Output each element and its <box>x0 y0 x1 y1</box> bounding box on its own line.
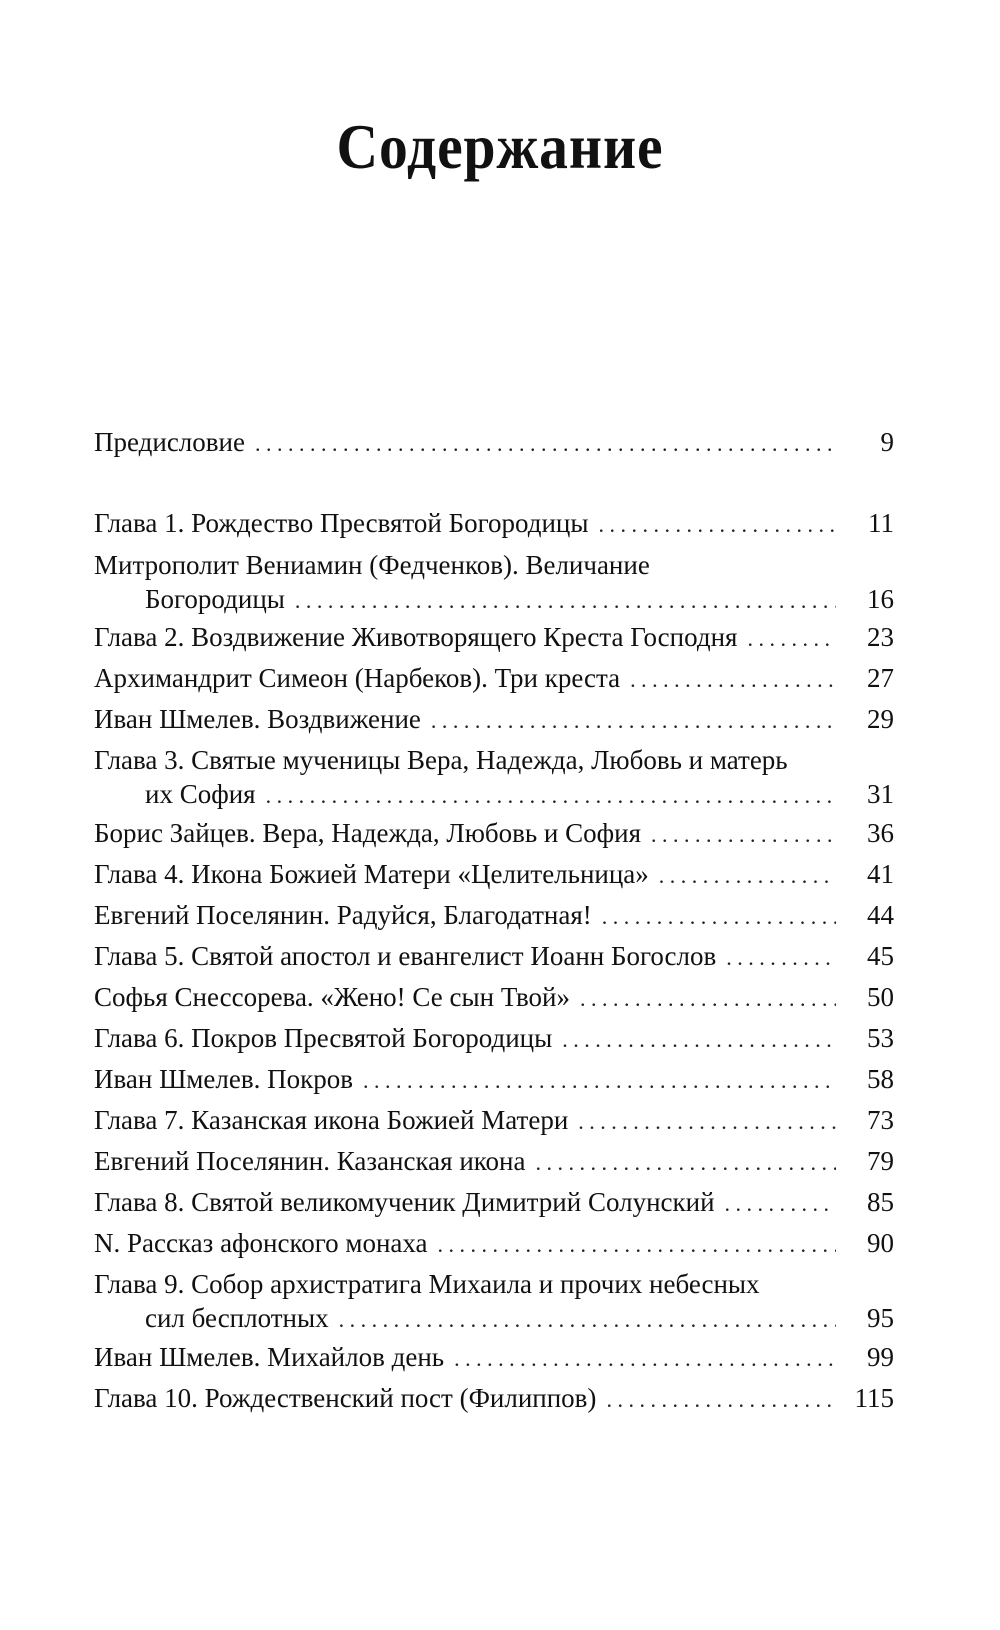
toc-entry-line <box>94 743 894 777</box>
toc-page-number: 99 <box>867 1342 894 1372</box>
toc-entry-title: Предисловие <box>94 427 245 457</box>
toc-page-number: 41 <box>867 859 894 889</box>
toc-page-number: 23 <box>867 622 894 652</box>
toc-entry <box>94 548 894 616</box>
toc-entry-line <box>94 1062 894 1096</box>
dot-leader <box>339 1303 836 1337</box>
dot-leader <box>659 859 836 893</box>
toc-page-number: 79 <box>867 1146 894 1176</box>
toc-entry-line <box>94 1381 894 1415</box>
dot-leader <box>747 622 836 656</box>
toc-page-number: 73 <box>867 1105 894 1135</box>
toc-entry-line <box>94 425 894 459</box>
toc-entry-title: Борис Зайцев. Вера, Надежда, Любовь и София <box>94 818 641 848</box>
toc-page-number: 53 <box>867 1023 894 1053</box>
toc-entry <box>94 1062 894 1096</box>
toc-entry-title: Евгений Поселянин. Казанская икона <box>94 1146 526 1176</box>
toc-page-number: 11 <box>868 508 894 538</box>
toc-page-number: 36 <box>867 818 894 848</box>
toc-entry <box>94 898 894 932</box>
toc-entry-line <box>94 1103 894 1137</box>
toc-entry <box>94 425 894 459</box>
dot-leader <box>580 982 836 1016</box>
toc-page-number: 58 <box>867 1064 894 1094</box>
toc-entry-line <box>94 702 894 736</box>
toc-entry <box>94 1267 894 1335</box>
toc-entry <box>94 980 894 1014</box>
toc-entry-title: Иван Шмелев. Покров <box>94 1064 353 1094</box>
toc-entry <box>94 620 894 654</box>
toc-entry-title: Глава 3. Святые мученицы Вера, Надежда, Любовь и матерь <box>94 745 788 775</box>
toc-entry-title: Софья Снессорева. «Жено! Се сын Твой» <box>94 982 570 1012</box>
toc-entry-title: Богородицы <box>145 584 285 614</box>
toc-entry-title: Митрополит Вениамин (Федченков). Величание <box>94 550 650 580</box>
toc-entry-line <box>94 1021 894 1055</box>
toc-page-number: 50 <box>867 982 894 1012</box>
toc-entry-title: их София <box>145 779 256 809</box>
toc-page-number: 44 <box>867 900 894 930</box>
toc-page-number: 29 <box>867 704 894 734</box>
toc-entry <box>94 1381 894 1415</box>
toc-entry-line <box>94 857 894 891</box>
toc-entry <box>94 939 894 973</box>
dot-leader <box>602 900 836 934</box>
dot-leader <box>454 1342 836 1376</box>
toc-entry <box>94 1103 894 1137</box>
toc-entry-title: Глава 6. Покров Пресвятой Богородицы <box>94 1023 553 1053</box>
toc-entry-title: Глава 2. Воздвижение Животворящего Креста Господня <box>94 622 738 652</box>
dot-leader <box>598 508 836 542</box>
toc-entry-title: Глава 5. Святой апостол и евангелист Иоанн Богослов <box>94 941 717 971</box>
toc-entry <box>94 1021 894 1055</box>
dot-leader <box>725 1187 836 1221</box>
toc-entry-line <box>94 548 894 582</box>
toc-entry <box>94 743 894 811</box>
toc-entry-title: N. Рассказ афонского монаха <box>94 1228 428 1258</box>
toc-entry <box>94 1226 894 1260</box>
toc-entry-title: Глава 8. Святой великомученик Димитрий Солунский <box>94 1187 715 1217</box>
toc-page-number: 27 <box>867 663 894 693</box>
dot-leader <box>266 779 836 813</box>
toc-page-number: 9 <box>880 427 894 457</box>
toc-entry-line <box>94 620 894 654</box>
toc-entry <box>94 702 894 736</box>
toc-entry-continuation <box>94 582 894 616</box>
toc-entry-line <box>94 816 894 850</box>
toc-entry <box>94 661 894 695</box>
toc-entry-title: сил бесплотных <box>145 1303 329 1333</box>
toc-entry <box>94 816 894 850</box>
toc-entry-line <box>94 898 894 932</box>
dot-leader <box>295 584 836 618</box>
toc-entry <box>94 1144 894 1178</box>
toc-page-number: 95 <box>867 1303 894 1333</box>
dot-leader <box>651 818 836 852</box>
toc-entry-line <box>94 661 894 695</box>
toc-entry-line <box>94 1267 894 1301</box>
toc-entry-line <box>94 1340 894 1374</box>
dot-leader <box>726 941 836 975</box>
toc-entry <box>94 857 894 891</box>
toc-entry-title: Иван Шмелев. Михайлов день <box>94 1342 445 1372</box>
dot-leader <box>255 427 836 461</box>
dot-leader <box>438 1228 836 1262</box>
dot-leader <box>578 1105 836 1139</box>
toc-page-number: 45 <box>867 941 894 971</box>
dot-leader <box>363 1064 836 1098</box>
toc-entry-line <box>94 1185 894 1219</box>
toc-entry <box>94 506 894 540</box>
toc-page-number: 85 <box>867 1187 894 1217</box>
toc-entry-title: Глава 4. Икона Божией Матери «Целительница» <box>94 859 649 889</box>
dot-leader <box>431 704 836 738</box>
toc-page-number: 115 <box>854 1383 894 1413</box>
toc-page-number: 31 <box>867 779 894 809</box>
toc-entry-title: Архимандрит Симеон (Нарбеков). Три креста <box>94 663 621 693</box>
toc-entry-title: Глава 9. Собор архистратига Михаила и прочих небесных <box>94 1269 760 1299</box>
toc-entry-title: Глава 7. Казанская икона Божией Матери <box>94 1105 569 1135</box>
page-title: Содержание <box>336 111 664 182</box>
toc-entry-continuation <box>94 1301 894 1335</box>
toc-entry-line <box>94 1144 894 1178</box>
toc-entry-continuation <box>94 777 894 811</box>
toc-entry-title: Глава 1. Рождество Пресвятой Богородицы <box>94 508 589 538</box>
dot-leader <box>630 663 836 697</box>
toc-entry-title: Глава 10. Рождественский пост (Филиппов) <box>94 1383 597 1413</box>
toc-entry-title: Иван Шмелев. Воздвижение <box>94 704 421 734</box>
toc-entry-line <box>94 939 894 973</box>
toc-page-number: 90 <box>867 1228 894 1258</box>
dot-leader <box>562 1023 836 1057</box>
dot-leader <box>606 1383 836 1417</box>
toc-entry-title: Евгений Поселянин. Радуйся, Благодатная! <box>94 900 592 930</box>
toc-entry <box>94 1340 894 1374</box>
dot-leader <box>535 1146 836 1180</box>
toc-entry-line <box>94 506 894 540</box>
toc-entry <box>94 1185 894 1219</box>
toc-page-number: 16 <box>867 584 894 614</box>
toc-entry-line <box>94 1226 894 1260</box>
toc-entry-line <box>94 980 894 1014</box>
